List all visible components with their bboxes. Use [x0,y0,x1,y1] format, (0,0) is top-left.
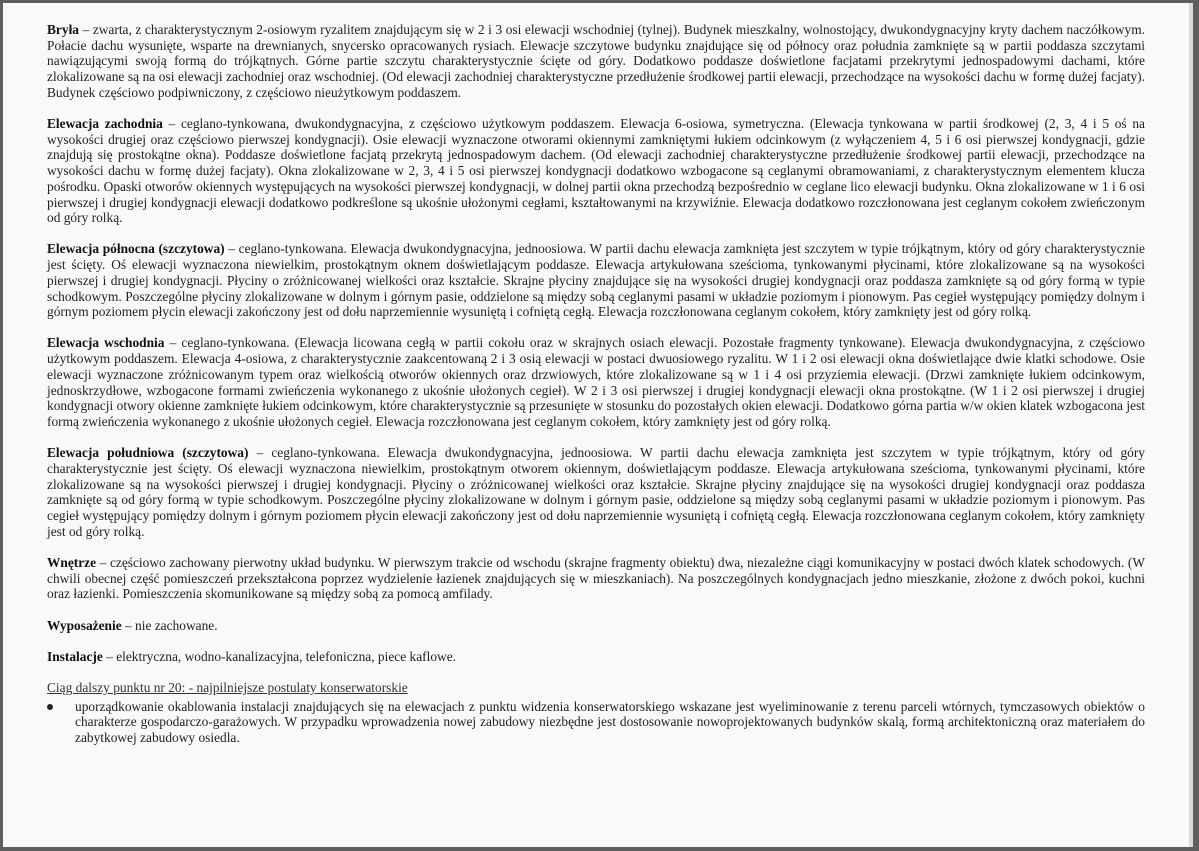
postulate-text: uporządkowanie okablowania instalacji znajdujących się na elewacjach z punktu widzenia konserwatorskiego wskazane jest wyeliminowanie z terenu parceli wtórnych, tymczasowych obiektów o charakterze gospodarczo-garażowych. W przypadku wprowadzenia nowej zabudowy niezbędne jest dostosowanie nowoprojektowanych budynków skalą, formą architektoniczną oraz materiałem do zabytkowej zabudowy osiedla. [75,698,1145,746]
section-elewacja-wschodnia [47,335,1145,429]
section-lead: Instalacje [47,648,103,664]
section-text: – zwarta, z charakterystycznym 2-osiowym ryzalitem znajdującym się w 2 i 3 osi elewacji wschodniej (tylnej). Budynek mieszkalny, wolnostojący, dwukondygnacyjny kryty dachem naczółkowym. Połacie dachu wysunięte, wsparte na drewnianych, snycersko opracowanych rysiach. Elewacje szczytowe budynku znajdujące się od północy oraz południa zamknięte są w partii poddasza szczytami nawiązującymi swoją formą do trójkątnych. Górne partie szczytu charakterystycznie ścięte od góry. Dodatkowo poddasze doświetlone facjatami przekrytymi jednospadowymi dachami, które zlokalizowane są na osi elewacji zachodniej oraz wschodniej. (Od elewacji zachodniej charakterystyczne przedłużenie środkowej partii elewacji, przechodzące na wysokości dachu w formę dużej facjaty). Budynek częściowo podpiwniczony, z częściowo nieużytkowym poddaszem. [47,22,1145,100]
section-text: – ceglano-tynkowana. Elewacja dwukondygnacyjna, jednoosiowa. W partii dachu elewacja zamknięta jest szczytem w typie trójkątnym, który od góry charakterystycznie jest ścięty. Oś elewacji wyznaczona niewielkim, prostokątnym oknem doświetlającym poddasze. Elewacja artykułowana sześcioma, tynkowanymi płycinami, które zlokalizowane są na wysokości pierwszej i drugiej kondygnacji. Płyciny o zróżnicowanej wielkości oraz kształcie. Skrajne płyciny znajdujące się na wysokości drugiej kondygnacji oraz poddasza zamknięte są od góry formą w typie schodkowym. Poszczególne płyciny zlokalizowane w dolnym i górnym pasie, oddzielone są między sobą ceglanymi pasami w układzie poziomym i pionowym. Pas cegieł występujący pomiędzy dolnym i górnym poziomem płycin elewacji zakończony jest od dołu naprzemiennie wysuniętą i cofniętą cegłą. Elewacja rozczłonowana ceglanym cokołem, który zamknięty jest od góry rolką. [47,241,1145,320]
section-lead: Bryła [47,22,79,37]
postulates-list [47,699,1145,746]
section-text: – częściowo zachowany pierwotny układ budynku. W pierwszym trakcie od wschodu (skrajne fragmenty obiektu) dwa, niezależne ciągi komunikacyjny w postaci dwóch klatek schodowych. (W chwili obecnej część pomieszczeń przekształcona poprzez wydzielenie łazienek znajdujących się w mieszkaniach). Na poszczególnych kondygnacjach jedno mieszkanie, złożone z dwóch pokoi, kuchni oraz łazienki. Pomieszczenia skomunikowane są między sobą za pomocą amfilady. [47,554,1145,602]
section-lead: Wyposażenie [47,617,122,633]
section-text: – ceglano-tynkowana. (Elewacja licowana cegłą w partii cokołu oraz w skrajnych osiach elewacji. Pozostałe fragmenty tynkowane). Elewacja dwukondygnacyjna, z częściowo użytkowym poddaszem. Elewacja 4-osiowa, z charakterystycznie zaakcentowaną 2 i 3 osią elewacji w postaci dwuosiowego ryzalitu. W 1 i 2 osi elewacji okna doświetlające dwie klatki schodowe. Osie elewacji wyznaczone zróżnicowanym typem oraz wielkością otworów okiennych oraz drzwiowych, które zlokalizowane są w 1 i 4 osi przyziemia elewacji. (Drzwi zamknięte łukiem odcinkowym, jednoskrzydłowe, wzbogacone formami zwieńczenia wykonanego z ukośnie ułożonych cegieł). W 2 i 3 osi pierwszej i drugiej kondygnacji elewacji okna prostokątne. (W 1 i 2 osi pierwszej i drugiej kondygnacji otwory okienne zamknięte łukiem odcinkowym, które charakterystycznie są przesunięte w stosunku do pozostałych okien elewacji. Dodatkowo górna partia w/w okien klatek wzbogacona jest formą zwieńczenia wykonanego z ukośnie ułożonych cegieł. Elewacja rozczłonowana jest ceglanym cokołem, który zamknięty jest od góry rolką. [47,335,1146,429]
bullet-icon [47,704,53,710]
section-lead: Elewacja północna (szczytowa) [47,241,225,257]
section-text: – ceglano-tynkowana. Elewacja dwukondygnacyjna, jednoosiowa. W partii dachu elewacja zamknięta jest szczytem w typie trójkątnym, który od góry charakterystycznie jest ścięty. Oś elewacji wyznaczona niewielkim, prostokątnym otworem okiennym, doświetlającym poddasze. Elewacja artykułowana sześcioma, tynkowanymi płycinami, które zlokalizowane są na wysokości pierwszej i drugiej kondygnacji. Płyciny o zróżnicowanej wielkości oraz kształcie. Skrajne płyciny znajdujące się na wysokości drugiej kondygnacji oraz poddasza zamknięte są od góry formą w typie schodkowym. Poszczególne płyciny zlokalizowane w dolnym i górnym pasie, oddzielone są między sobą ceglanymi pasami w układzie poziomym i pionowym. Pas cegieł występujący pomiędzy dolnym i górnym poziomem płycin elewacji zakończony jest od dołu naprzemiennie wysuniętą i cofniętą cegłą. Elewacja rozczłonowana ceglanym cokołem, który zamknięty jest od góry rolką. [47,445,1145,539]
document-body [47,22,1145,746]
section-lead: Elewacja południowa (szczytowa) [47,445,249,461]
section-text: – nie zachowane. [121,617,218,633]
section-bryla [47,22,1145,101]
section-lead: Elewacja zachodnia [47,116,163,132]
document-page [3,3,1193,847]
section-lead: Wnętrze [47,554,97,570]
section-text: – elektryczna, wodno-kanalizacyjna, telefoniczna, piece kaflowe. [102,648,456,664]
postulate-item [47,699,1145,746]
section-lead: Elewacja wschodnia [47,335,165,351]
section-text: – ceglano-tynkowana, dwukondygnacyjna, z częściowo użytkowym poddaszem. Elewacja 6-osiowa, symetryczna. (Elewacja tynkowana w partii środkowej (2, 3, 4 i 5 oś na wysokości drugiej oraz częściowo pierwszej kondygnacji). Osie elewacji wyznaczone otworami okiennymi zamkniętymi łukiem odcinkowym (z wyłączeniem 4, 5 i 6 osi pierwszej kondygnacji, gdzie znajdują się prostokątne okna). Poddasze doświetlone facjatą przekrytą jednospadowym dachem. (Od elewacji zachodniej charakterystyczne przedłużenie środkowej partii elewacji, przechodzące na wysokości dachu w formę dużej facjaty). Okna zlokalizowane w 2, 3, 4 i 5 osi pierwszej kondygnacji dodatkowo wzbogacone są ceglanymi obramowaniami, z charakterystycznym elementem klucza pośrodku. Opaski otworów okiennych występujących na wysokości pierwszej kondygnacji, w dolnej partii okna przechodzą bezpośrednio w ceglane lico elewacji budynku. Okna zlokalizowane w 1 i 6 osi pierwszej i drugiej kondygnacji elewacji dodatkowo podkreślone są ukośnie ułożonymi cegłami, kształtowanymi na krzywiźnie. Elewacja dodatkowo rozczłonowana jest ceglanym cokołem zwieńczonym od góry rolką. [47,116,1145,226]
section-wyposazenie [47,618,1145,634]
section-elewacja-poludniowa [47,445,1145,539]
section-elewacja-polnocna [47,241,1145,320]
section-wnetrze [47,555,1145,602]
section-instalacje [47,649,1145,665]
section-elewacja-zachodnia [47,116,1145,226]
postulates-heading: Ciąg dalszy punktu nr 20: - najpilniejsze postulaty konserwatorskie [47,679,408,695]
